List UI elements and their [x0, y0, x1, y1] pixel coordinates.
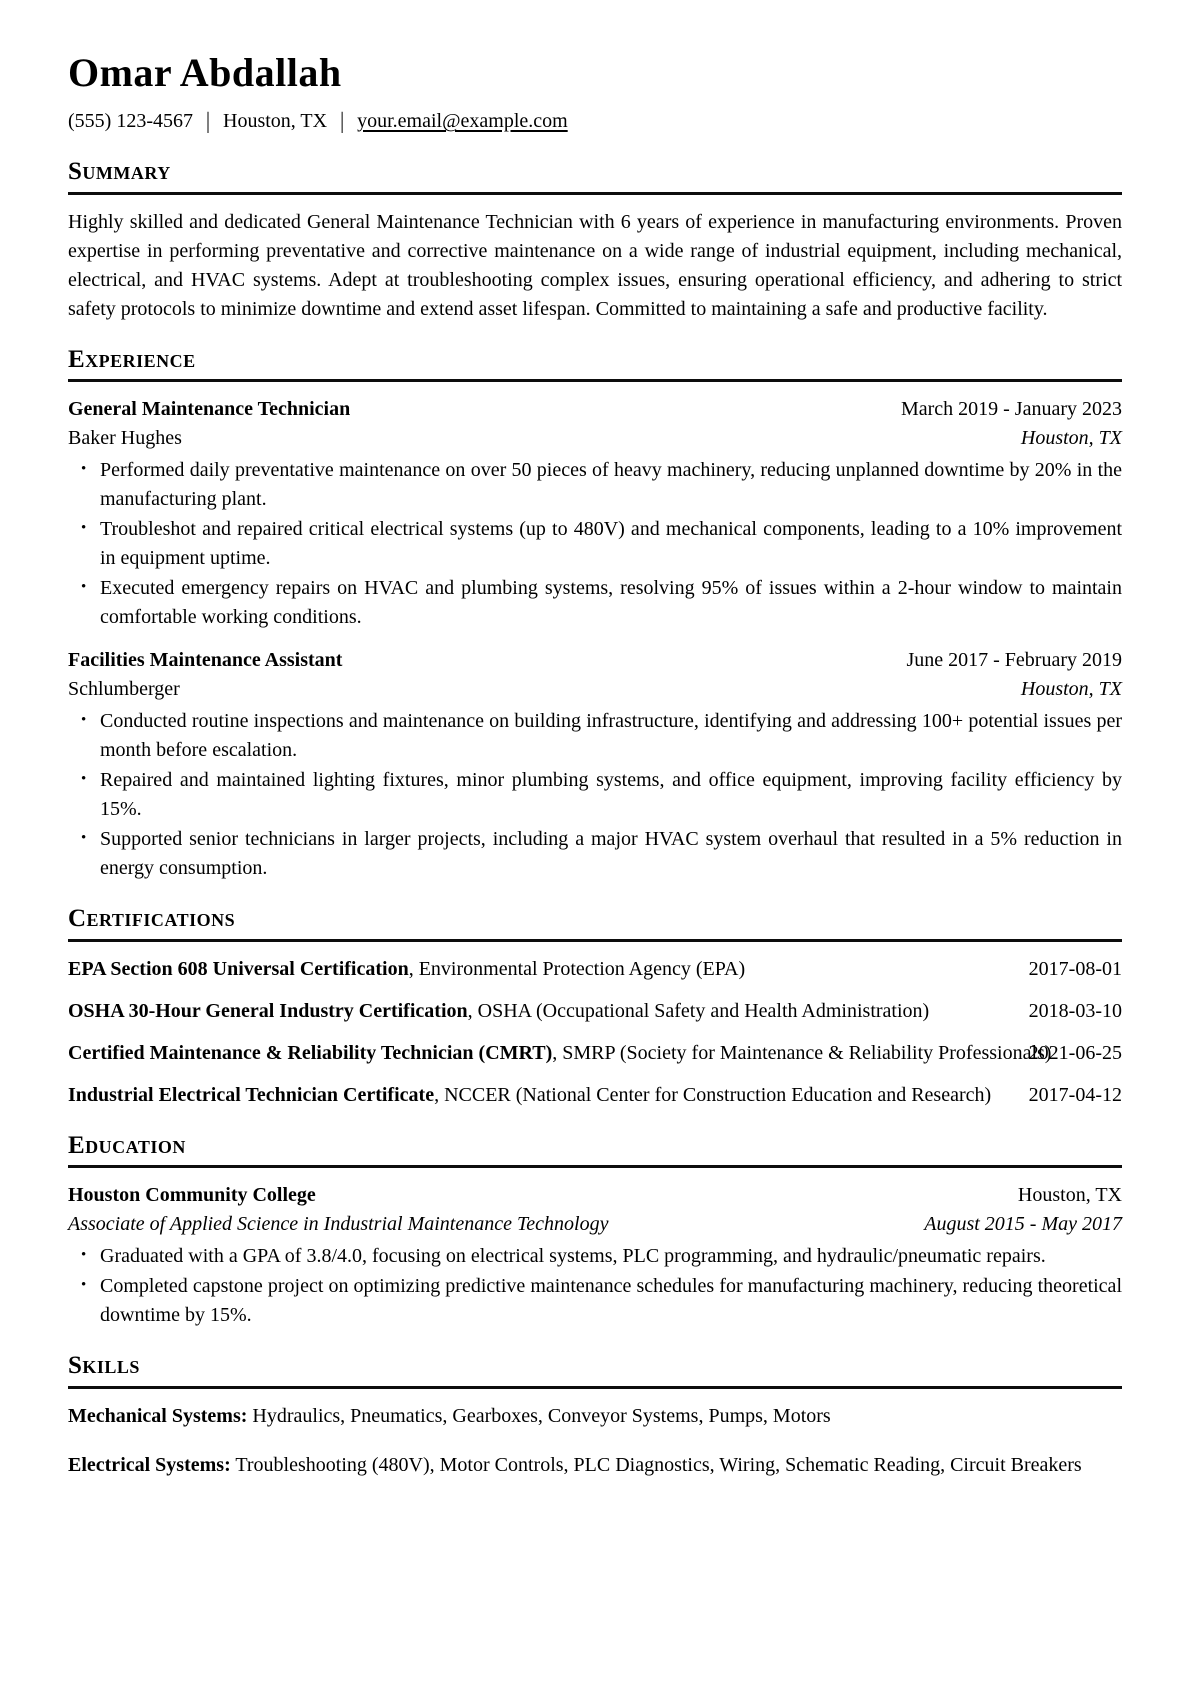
bullet-item: [68, 766, 1122, 824]
skill-line: [68, 1451, 1122, 1480]
job-title: Facilities Maintenance Assistant: [68, 649, 343, 671]
bullet-icon: •: [81, 771, 87, 787]
job-dates: March 2019 - January 2023: [900, 398, 1122, 420]
contact-separator: |: [340, 108, 345, 134]
skill-line: [68, 1402, 1122, 1431]
phone-number: (555) 123-4567: [68, 110, 193, 132]
certifications-heading: Certifications: [68, 905, 1122, 942]
bullet-text: Executed emergency repairs on HVAC and plumbing systems, resolving 95% of issues within a 2-hour window to maintain comfortable working conditions.: [100, 577, 1122, 628]
job-company: Baker Hughes: [68, 427, 182, 449]
summary-text: Highly skilled and dedicated General Maintenance Technician with 6 years of experience in manufacturing environments. Proven expertise in performing preventative and corrective maintenance on a wide range of industrial equipment, including mechanical, electrical, and HVAC systems. Adept at troubleshooting complex issues, ensuring operational efficiency, and adhering to strict safety protocols to minimize downtime and extend asset lifespan. Committed to maintaining a safe and productive facility.: [68, 210, 1122, 320]
skill-category: Mechanical Systems:: [68, 1404, 248, 1427]
section-skills: [68, 1352, 1122, 1480]
bullet-item: [68, 707, 1122, 765]
section-summary: [68, 158, 1122, 324]
job-entry: [68, 646, 1122, 883]
bullet-item: [68, 825, 1122, 883]
job-bullet-list: [68, 707, 1122, 883]
bullet-item: [68, 515, 1122, 573]
bullet-text: Graduated with a GPA of 3.8/4.0, focusing on electrical systems, PLC programming, and hydraulic/pneumatic repairs.: [100, 1245, 1046, 1267]
bullet-icon: •: [81, 830, 87, 846]
education-degree: Associate of Applied Science in Industrial Maintenance Technology: [68, 1213, 609, 1235]
section-education: [68, 1132, 1122, 1331]
education-bullet-list: [68, 1242, 1122, 1330]
bullet-icon: •: [81, 1277, 87, 1293]
certification-entry: [68, 997, 1122, 1026]
section-experience: [68, 346, 1122, 884]
education-school: Houston Community College: [68, 1184, 316, 1206]
certification-name: EPA Section 608 Universal Certification: [68, 957, 409, 980]
education-location: Houston, TX: [1017, 1184, 1122, 1206]
certification-date: 2017-04-12: [1028, 1083, 1122, 1106]
job-title: General Maintenance Technician: [68, 398, 351, 420]
certification-date: 2018-03-10: [1028, 999, 1122, 1022]
location-text: Houston, TX: [223, 110, 328, 132]
certification-name: Certified Maintenance & Reliability Technician (CMRT): [68, 1041, 553, 1064]
certification-date: 2017-08-01: [1028, 957, 1122, 980]
education-heading: Education: [68, 1132, 1122, 1169]
summary-heading: Summary: [68, 158, 1122, 195]
job-dates: June 2017 - February 2019: [906, 649, 1122, 671]
job-entry: [68, 395, 1122, 632]
contact-separator: |: [205, 108, 210, 134]
job-bullet-list: [68, 456, 1122, 632]
bullet-icon: •: [81, 712, 87, 728]
bullet-text: Repaired and maintained lighting fixtures, minor plumbing systems, and office equipment, improving facility efficiency by 15%.: [100, 769, 1122, 820]
bullet-item: [68, 574, 1122, 632]
email-link[interactable]: your.email@example.com: [357, 110, 568, 132]
skills-heading: Skills: [68, 1352, 1122, 1389]
bullet-icon: •: [81, 579, 87, 595]
bullet-text: Conducted routine inspections and maintenance on building infrastructure, identifying and addressing 100+ potential issues per month before escalation.: [100, 710, 1122, 761]
job-location: Houston, TX: [1020, 678, 1122, 700]
page-title: Omar Abdallah: [68, 50, 342, 95]
certification-entry: [68, 955, 1122, 984]
certification-name: OSHA 30-Hour General Industry Certification: [68, 999, 468, 1022]
bullet-text: Troubleshot and repaired critical electrical systems (up to 480V) and mechanical components, leading to a 10% improvement in equipment uptime.: [100, 518, 1122, 569]
bullet-item: [68, 456, 1122, 514]
bullet-text: Supported senior technicians in larger projects, including a major HVAC system overhaul that resulted in a 5% reduction in energy consumption.: [100, 828, 1122, 879]
certification-issuer: , SMRP (Society for Maintenance & Reliability Professionals): [552, 1041, 1052, 1064]
education-entry: [68, 1181, 1122, 1330]
section-certifications: [68, 905, 1122, 1110]
certification-issuer: , OSHA (Occupational Safety and Health Administration): [467, 999, 930, 1022]
bullet-item: [68, 1272, 1122, 1330]
certification-issuer: , NCCER (National Center for Construction Education and Research): [434, 1083, 992, 1106]
bullet-text: Performed daily preventative maintenance on over 50 pieces of heavy machinery, reducing unplanned downtime by 20% in the manufacturing plant.: [100, 459, 1122, 510]
experience-heading: Experience: [68, 346, 1122, 383]
bullet-item: [68, 1242, 1122, 1271]
job-location: Houston, TX: [1020, 427, 1122, 449]
bullet-icon: •: [81, 520, 87, 536]
job-company: Schlumberger: [68, 678, 180, 700]
bullet-text: Completed capstone project on optimizing predictive maintenance schedules for manufacturing machinery, reducing theoretical downtime by 15%.: [100, 1275, 1122, 1326]
certification-date: 2021-06-25: [1028, 1041, 1122, 1064]
certification-issuer: , Environmental Protection Agency (EPA): [408, 957, 746, 980]
certification-entry: [68, 1081, 1122, 1110]
certification-name: Industrial Electrical Technician Certificate: [68, 1083, 435, 1106]
bullet-icon: •: [81, 461, 87, 477]
skill-list: Hydraulics, Pneumatics, Gearboxes, Conveyor Systems, Pumps, Motors: [247, 1404, 831, 1427]
bullet-icon: •: [81, 1247, 87, 1263]
education-dates: August 2015 - May 2017: [924, 1213, 1122, 1235]
skill-list: Troubleshooting (480V), Motor Controls, PLC Diagnostics, Wiring, Schematic Reading, Circuit Breakers: [230, 1453, 1082, 1476]
contact-line: [68, 107, 1122, 136]
certification-entry: [68, 1039, 1122, 1068]
skill-category: Electrical Systems:: [68, 1453, 231, 1476]
